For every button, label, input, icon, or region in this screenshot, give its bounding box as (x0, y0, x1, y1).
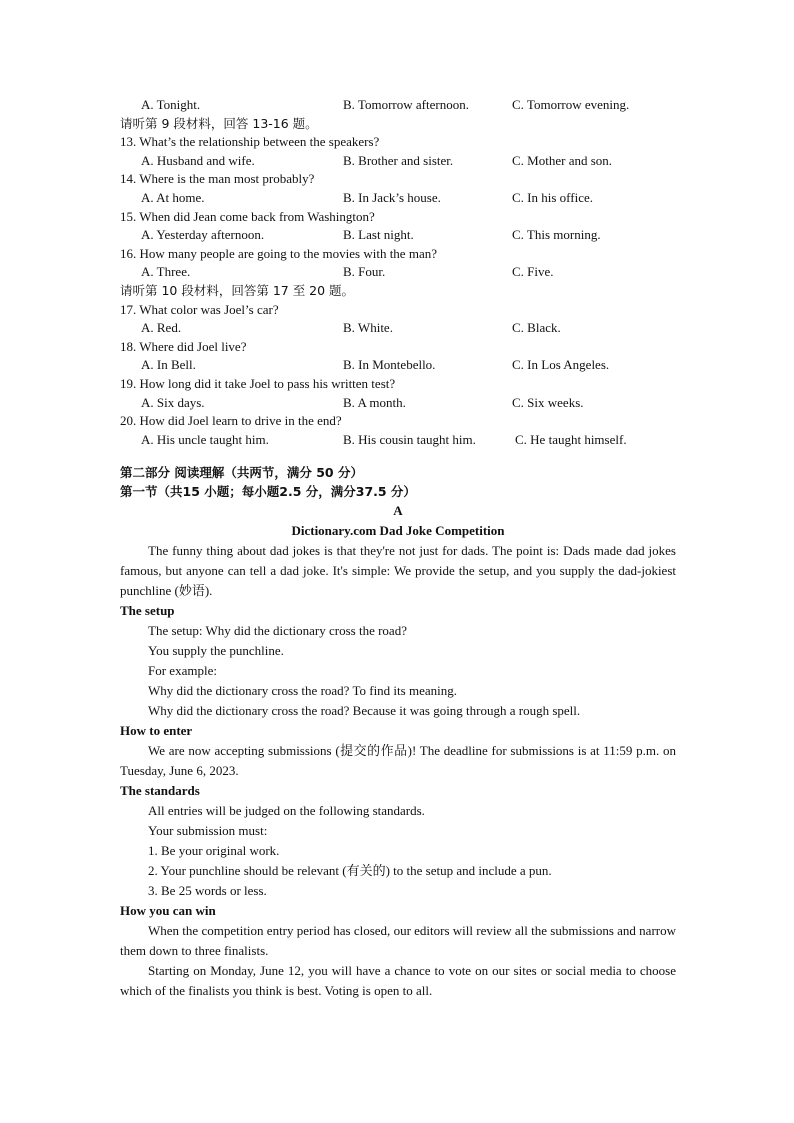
passage-letter: A (393, 503, 403, 519)
q16-options (120, 263, 676, 282)
q20-option-b: B. His cousin taught him. (343, 431, 476, 447)
q19-option-b: B. A month. (343, 394, 406, 410)
q14-option-c: C. In his office. (512, 189, 593, 205)
standards-line: 3. Be 25 words or less. (148, 883, 267, 899)
enter-heading: How to enter (120, 723, 193, 739)
section-one-title: 第一节（共15 小题；每小题2.5 分，满分37.5 分） (120, 484, 416, 500)
q20-options (120, 431, 676, 450)
q13-stem: 13. What’s the relationship between the speakers? (120, 134, 380, 150)
standards-line: All entries will be judged on the following standards. (148, 803, 425, 819)
q19-options (120, 394, 676, 413)
q13-option-b: B. Brother and sister. (343, 152, 454, 168)
standards-line: Your submission must: (148, 823, 268, 839)
q17-stem: 17. What color was Joel’s car? (120, 301, 279, 317)
q15-stem: 15. When did Jean come back from Washington? (120, 208, 375, 224)
setup-heading: The setup (120, 603, 175, 619)
q15-option-c: C. This morning. (512, 227, 601, 243)
q16-stem: 16. How many people are going to the movies with the man? (120, 245, 437, 261)
q15-option-a: A. Yesterday afternoon. (141, 227, 265, 243)
section-gap (120, 449, 676, 463)
q18-option-a: A. In Bell. (141, 357, 196, 373)
exam-page (120, 96, 676, 1001)
q12-option-c: C. Tomorrow evening. (512, 97, 630, 112)
setup-line: For example: (148, 663, 217, 679)
section9-prompt: 请听第 9 段材料，回答 13-16 题。 (120, 115, 318, 131)
q16-option-c: C. Five. (512, 264, 554, 280)
q17-options (120, 319, 676, 338)
win-paragraph-2: Starting on Monday, June 12, you will have a chance to vote on our sites or social media to choose which of the finalists you think is best. Voting is open to all. (120, 963, 676, 999)
q12-option-a: A. Tonight. (141, 97, 201, 112)
passage-title: Dictionary.com Dad Joke Competition (291, 523, 505, 539)
q12-options (120, 96, 676, 115)
q13-option-a: A. Husband and wife. (141, 152, 255, 168)
part-two-title: 第二部分 阅读理解（共两节，满分 50 分） (120, 465, 363, 481)
q20-stem: 20. How did Joel learn to drive in the end? (120, 413, 342, 429)
q14-option-a: A. At home. (141, 189, 205, 205)
setup-line: Why did the dictionary cross the road? Because it was going through a rough spell. (148, 703, 581, 719)
q18-options (120, 356, 676, 375)
standards-heading: The standards (120, 783, 200, 799)
setup-line: The setup: Why did the dictionary cross the road? (148, 623, 407, 639)
q18-option-c: C. In Los Angeles. (512, 357, 610, 373)
win-heading: How you can win (120, 903, 216, 919)
q20-option-c: C. He taught himself. (515, 431, 627, 447)
enter-paragraph: We are now accepting submissions (提交的作品)! The deadline for submissions is at 11:59 p.m. on Tuesday, June 6, 2023. (120, 743, 676, 779)
section10-prompt: 请听第 10 段材料，回答第 17 至 20 题。 (120, 282, 355, 298)
intro-paragraph: The funny thing about dad jokes is that they're not just for dads. The point is: Dads made dad jokes famous, but anyone can tell a dad joke. It's simple: We provide the setup, and you supply the dad-jokiest punchline (妙语). (120, 543, 676, 599)
q13-options (120, 152, 676, 171)
q18-stem: 18. Where did Joel live? (120, 338, 247, 354)
standards-line: 1. Be your original work. (148, 843, 280, 859)
q15-options (120, 226, 676, 245)
q20-option-a: A. His uncle taught him. (141, 431, 269, 447)
q14-option-b: B. In Jack’s house. (343, 189, 441, 205)
q19-option-c: C. Six weeks. (512, 394, 584, 410)
setup-line: Why did the dictionary cross the road? To find its meaning. (148, 683, 457, 699)
q19-stem: 19. How long did it take Joel to pass his written test? (120, 375, 396, 391)
q12-option-b: B. Tomorrow afternoon. (343, 97, 469, 112)
q13-option-c: C. Mother and son. (512, 152, 613, 168)
standards-line: 2. Your punchline should be relevant (有关的) to the setup and include a pun. (148, 863, 552, 879)
q19-option-a: A. Six days. (141, 394, 205, 410)
setup-line: You supply the punchline. (148, 643, 284, 659)
q14-options (120, 189, 676, 208)
q17-option-a: A. Red. (141, 320, 182, 336)
q16-option-a: A. Three. (141, 264, 191, 280)
q17-option-c: C. Black. (512, 320, 561, 336)
q15-option-b: B. Last night. (343, 227, 414, 243)
q17-option-b: B. White. (343, 320, 393, 336)
q16-option-b: B. Four. (343, 264, 386, 280)
win-paragraph-1: When the competition entry period has closed, our editors will review all the submissions and narrow them down to three finalists. (120, 923, 676, 959)
q18-option-b: B. In Montebello. (343, 357, 436, 373)
q14-stem: 14. Where is the man most probably? (120, 171, 315, 187)
